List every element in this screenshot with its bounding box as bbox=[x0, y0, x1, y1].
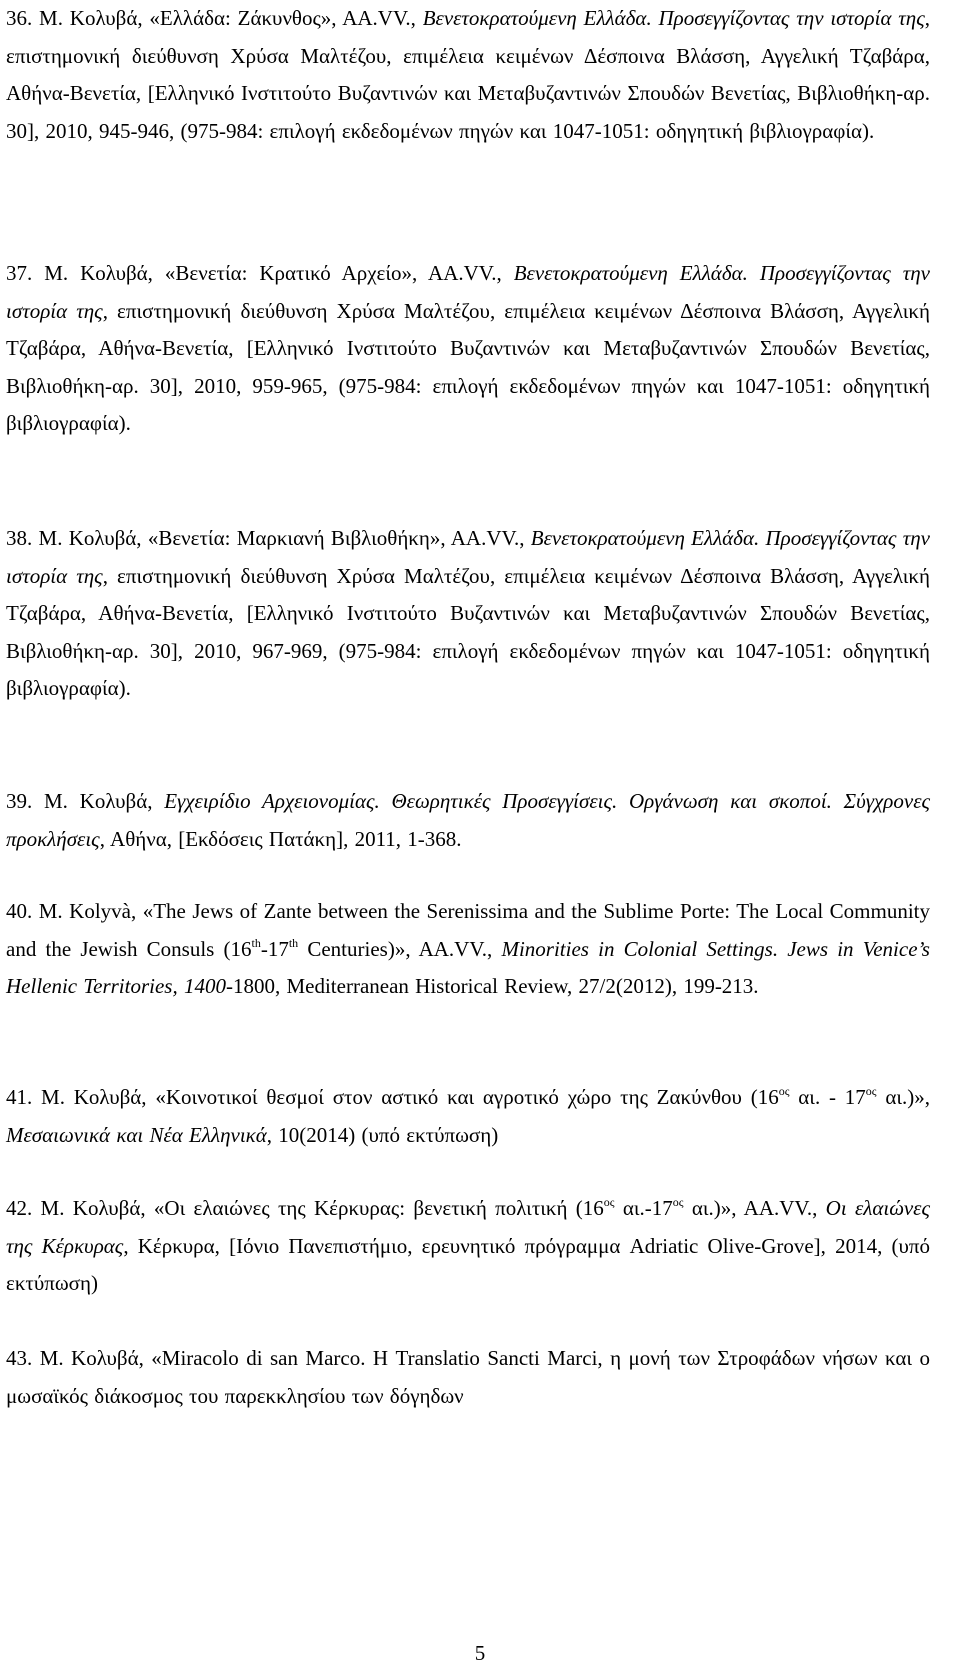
entry-text: αι.)», bbox=[876, 1085, 930, 1109]
entry-text: αι.)», ΑΑ.VV., bbox=[683, 1196, 826, 1220]
entry-text: , Αθήνα, [Εκδόσεις Πατάκη], 2011, 1-368. bbox=[99, 826, 462, 851]
entry-italic-title: Βενετοκρατούμενη Ελλάδα. Προσεγγίζοντας την ιστορία της bbox=[6, 261, 930, 323]
entry-text: , επιστημονική διεύθυνση Χρύσα Μαλτέζου, επιμέλεια κειμένων Δέσποινα Βλάσση, Αγγελική Τζαβάρα, Αθήνα-Βενετία, [Ελληνικό Ινστιτούτο Βυζαντινών και Μεταβυζαντινών Σπουδών Βενετίας, Βιβλιοθήκη-αρ. 30], 2010, 945-946, (975-984: επιλογή εκδεδομένων πηγών και 1047-1051: οδηγητική βιβλιογραφία). bbox=[6, 6, 930, 143]
entry-text: 43. Μ. Κολυβά, «Miracolo di san Marco. Η Translatio Sancti Marci, η μονή των Στροφάδων νήσων και ο μωσαϊκός διάκοσμος του παρεκκλησίου των δόγηδων bbox=[6, 1346, 930, 1408]
entry-text: 40. M. Kolyvà, «The Jews of Zante between the Serenissima and the Sublime Porte: The Local Community and the Jewish Consuls (16 bbox=[6, 899, 930, 961]
entry-text: , επιστημονική διεύθυνση Χρύσα Μαλτέζου, επιμέλεια κειμένων Δέσποινα Βλάσση, Αγγελική Τζαβάρα, Αθήνα-Βενετία, [Ελληνικό Ινστιτούτο Βυζαντινών και Μεταβυζαντινών Σπουδών Βενετίας, Βιβλιοθήκη-αρ. 30], 2010, 959-965, (975-984: επιλογή εκδεδομένων πηγών και 1047-1051: οδηγητική βιβλιογραφία). bbox=[6, 298, 930, 435]
entry-text: αι. - 17 bbox=[789, 1085, 866, 1109]
entry-text: 41. Μ. Κολυβά, «Κοινοτικοί θεσμοί στον αστικό και αγροτικό χώρο της Ζακύνθου (16 bbox=[6, 1085, 779, 1109]
entry-text: 1800, Mediterranean Historical Review, 27/2(2012), 199-213. bbox=[232, 974, 759, 998]
superscript: ος bbox=[603, 1195, 615, 1209]
bibliography-entry-37 bbox=[6, 255, 930, 443]
bibliography-entry-42 bbox=[6, 1190, 930, 1303]
entry-italic-title: Βενετοκρατούμενη Ελλάδα. Προσεγγίζοντας την ιστορία της bbox=[6, 526, 930, 588]
entry-text: 39. Μ. Κολυβά, bbox=[6, 789, 165, 813]
superscript: ος bbox=[778, 1084, 790, 1098]
entry-text: 38. Μ. Κολυβά, «Βενετία: Μαρκιανή Βιβλιοθήκη», ΑΑ.VV., bbox=[6, 526, 531, 550]
page-number: 5 bbox=[474, 1641, 486, 1665]
entry-text: 37. Μ. Κολυβά, «Βενετία: Κρατικό Αρχείο», ΑΑ.VV., bbox=[6, 261, 514, 285]
superscript: th bbox=[251, 935, 261, 950]
bibliography-entry-43 bbox=[6, 1340, 930, 1415]
entry-text: , επιστημονική διεύθυνση Χρύσα Μαλτέζου, επιμέλεια κειμένων Δέσποινα Βλάσση, Αγγελική Τζαβάρα, Αθήνα-Βενετία, [Ελληνικό Ινστιτούτο Βυζαντινών και Μεταβυζαντινών Σπουδών Βενετίας, Βιβλιοθήκη-αρ. 30], 2010, 967-969, (975-984: επιλογή εκδεδομένων πηγών και 1047-1051: οδηγητική βιβλιογραφία). bbox=[6, 563, 930, 700]
entry-italic-title: Minorities in Colonial Settings. Jews in Venice’s Hellenic Territories, 1400- bbox=[6, 936, 930, 998]
entry-text: Centuries)», AA.VV., bbox=[298, 936, 502, 961]
bibliography-entry-38 bbox=[6, 520, 930, 708]
entry-text: 36. Μ. Κολυβά, «Ελλάδα: Ζάκυνθος», ΑΑ.VV., bbox=[6, 6, 423, 30]
entry-italic-title: Οι ελαιώνες της Κέρκυρας bbox=[6, 1196, 930, 1258]
bibliography-entry-41 bbox=[6, 1079, 930, 1154]
superscript: ος bbox=[865, 1084, 877, 1098]
entry-text: 42. Μ. Κολυβά, «Οι ελαιώνες της Κέρκυρας: βενετική πολιτική (16 bbox=[6, 1196, 604, 1220]
entry-italic-title: Μεσαιωνικά και Νέα Ελληνικά bbox=[6, 1122, 267, 1147]
entry-italic-title: Εγχειρίδιο Αρχειονομίας. Θεωρητικές Προσεγγίσεις. Οργάνωση και σκοποί. Σύγχρονες προκλήσεις bbox=[6, 789, 930, 851]
entry-text: , Κέρκυρα, [Ιόνιο Πανεπιστήμιο, ερευνητικό πρόγραμμα Adriatic Olive-Grove], 2014, (υπό εκτύπωση) bbox=[6, 1233, 930, 1295]
superscript: ος bbox=[672, 1195, 684, 1209]
bibliography-entry-36 bbox=[6, 0, 930, 150]
bibliography-entry-39 bbox=[6, 783, 930, 858]
entry-text: -17 bbox=[260, 936, 289, 961]
superscript: th bbox=[288, 935, 299, 950]
entry-italic-title: Βενετοκρατούμενη Ελλάδα. Προσεγγίζοντας την ιστορία της bbox=[422, 6, 925, 30]
entry-text: αι.-17 bbox=[614, 1196, 673, 1220]
entry-text: , 10(2014) (υπό εκτύπωση) bbox=[266, 1122, 499, 1147]
bibliography-entry-40 bbox=[6, 893, 930, 1006]
